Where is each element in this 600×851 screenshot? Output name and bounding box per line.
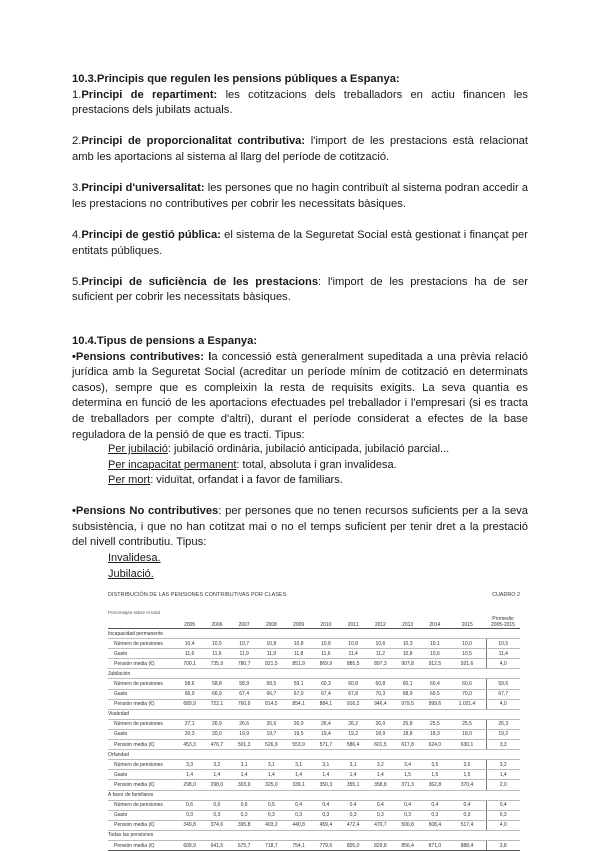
table-row bbox=[108, 820, 520, 830]
table-cell: 358,8 bbox=[367, 780, 394, 790]
table-cell: 1,4 bbox=[231, 770, 258, 780]
contributive-text: a concessió està generalment supeditada a una prèvia relació jurídica amb la Seguretat Social (acreditar un període mínim de cotització en determinats casos), sempre que es compleixin la resta de requisits exigits. La seva quantia es determina en funció de les aportacions efectuades pel treballador i l'empresari (si es tracta de treballadors per compte d'altri), durant el període considerat a efectes de la base reguladora de la pensió de que es tracti. Tipus: bbox=[72, 350, 528, 441]
year-header: 2012 bbox=[367, 614, 394, 629]
table-cell: 856,4 bbox=[394, 840, 421, 850]
table-cell: 0,3 bbox=[231, 810, 258, 820]
principle-title: Principi de proporcionalitat contributiva: bbox=[81, 135, 306, 148]
principle-number: 2. bbox=[72, 135, 82, 148]
table-cell: 10,8 bbox=[312, 639, 339, 649]
table-cell: 11,9 bbox=[231, 649, 258, 659]
average-cell: 4,0 bbox=[486, 699, 520, 709]
table-cell: 298,0 bbox=[203, 780, 230, 790]
table-cell: 11,4 bbox=[340, 649, 367, 659]
table-cell: 350,3 bbox=[312, 780, 339, 790]
table-cell: 754,1 bbox=[285, 840, 312, 850]
table-cell: 26,0 bbox=[285, 719, 312, 729]
average-cell: 2,0 bbox=[486, 780, 520, 790]
average-cell: 4,0 bbox=[486, 820, 520, 830]
table-row bbox=[108, 679, 520, 689]
contrib-type-retirement bbox=[108, 442, 449, 458]
table-cell: 718,7 bbox=[258, 840, 285, 850]
table-cell: 1,4 bbox=[176, 770, 203, 780]
table-cell: 735,9 bbox=[203, 659, 230, 669]
table-cell: 11,6 bbox=[203, 649, 230, 659]
type-text: : jubilació ordinària, jubilació anticipada, jubilació parcial... bbox=[167, 443, 450, 455]
table-group-row bbox=[108, 709, 520, 719]
principle-text: les persones que no hagin contribuït al sistema podran accedir a les prestacions no contributives per cobrir les necessitats bàsiques. bbox=[72, 182, 528, 210]
table-row bbox=[108, 659, 520, 669]
table-cell: 20,0 bbox=[203, 729, 230, 739]
table-cell: 303,9 bbox=[231, 780, 258, 790]
table-cell: 571,7 bbox=[312, 740, 339, 750]
table-cell: 979,5 bbox=[394, 699, 421, 709]
year-header: 2010 bbox=[312, 614, 339, 629]
table-cell: 624,0 bbox=[421, 740, 448, 750]
principle-5 bbox=[72, 275, 528, 306]
table-cell: 999,6 bbox=[421, 699, 448, 709]
table-cell: 11,2 bbox=[367, 649, 394, 659]
table-cell: 780,7 bbox=[231, 659, 258, 669]
average-cell: 59,6 bbox=[486, 679, 520, 689]
table-cell: 821,5 bbox=[258, 659, 285, 669]
table-cell: 27,1 bbox=[176, 719, 203, 729]
table-cell: 11,6 bbox=[312, 649, 339, 659]
table-cell: 3,2 bbox=[203, 760, 230, 770]
principle-number: 4. bbox=[72, 229, 82, 241]
section-heading-pension-types: 10.4.Tipus de pensions a Espanya: bbox=[72, 335, 258, 347]
table-cell: 19,4 bbox=[312, 729, 339, 739]
row-label: Pensión media (€) bbox=[108, 780, 176, 790]
table-row bbox=[108, 740, 520, 750]
table-cell: 67,0 bbox=[285, 689, 312, 699]
table-cell: 3,1 bbox=[312, 760, 339, 770]
group-label: Incapacidad permanente bbox=[108, 629, 520, 639]
table-header-row bbox=[108, 614, 520, 629]
type-label: Per jubilació bbox=[108, 443, 168, 455]
table-cell: 60,6 bbox=[449, 679, 487, 689]
principle-3 bbox=[72, 181, 528, 212]
table-cell: 0,6 bbox=[231, 800, 258, 810]
year-header: 2009 bbox=[285, 614, 312, 629]
table-cell: 0,3 bbox=[285, 810, 312, 820]
table-cell: 10,8 bbox=[394, 649, 421, 659]
table-cell: 325,0 bbox=[258, 780, 285, 790]
average-cell: 19,2 bbox=[486, 729, 520, 739]
principle-number: 3. bbox=[72, 182, 82, 195]
table-cell: 3,3 bbox=[176, 760, 203, 770]
group-label: Jubilación bbox=[108, 669, 520, 679]
table-cell: 26,4 bbox=[312, 719, 339, 729]
group-label: Todas las pensiones bbox=[108, 830, 520, 840]
section-heading-principles: 10.3.Principis que regulen les pensions públiques a Espanya: bbox=[72, 73, 400, 85]
table-cell: 476,7 bbox=[203, 740, 230, 750]
year-header: 2013 bbox=[394, 614, 421, 629]
table-cell: 3,2 bbox=[367, 760, 394, 770]
average-cell: 10,5 bbox=[486, 639, 520, 649]
table-cell: 355,1 bbox=[340, 780, 367, 790]
table-cell: 66,9 bbox=[176, 689, 203, 699]
row-label: Pensión media (€) bbox=[108, 820, 176, 830]
table-cell: 946,4 bbox=[367, 699, 394, 709]
table-cell: 10,6 bbox=[421, 649, 448, 659]
row-label: Gasto bbox=[108, 729, 176, 739]
table-cell: 3,5 bbox=[421, 760, 448, 770]
row-label: Número de pensiones bbox=[108, 679, 176, 689]
table-row bbox=[108, 780, 520, 790]
average-cell: 3,3 bbox=[486, 740, 520, 750]
noncontributive-text: : per persones que no tenen recursos suficients per a la seva subsistència, i que no han cotitzat mai o no el temps suficient per tenir dret a la prestació del nivell contributiu. Tipus: bbox=[72, 505, 528, 549]
table-cell: 20,3 bbox=[176, 729, 203, 739]
table-cell: 472,4 bbox=[340, 820, 367, 830]
table-cell: 60,8 bbox=[340, 679, 367, 689]
table-cell: 25,5 bbox=[449, 719, 487, 729]
table-group-row bbox=[108, 830, 520, 840]
table-cell: 916,2 bbox=[340, 699, 367, 709]
group-label: A favor de familiares bbox=[108, 790, 520, 800]
table-cell: 18,9 bbox=[367, 729, 394, 739]
table-cell: 18,0 bbox=[449, 729, 487, 739]
table-cell: 10,7 bbox=[231, 639, 258, 649]
table-cell: 0,3 bbox=[340, 810, 367, 820]
average-cell: 3,8 bbox=[486, 840, 520, 850]
table-cell: 440,8 bbox=[285, 820, 312, 830]
table-cell: 0,3 bbox=[394, 810, 421, 820]
table-cell: 453,3 bbox=[176, 740, 203, 750]
table-row bbox=[108, 649, 520, 659]
average-cell: 3,2 bbox=[486, 760, 520, 770]
table-cell: 26,0 bbox=[367, 719, 394, 729]
table-cell: 0,5 bbox=[258, 800, 285, 810]
table-cell: 19,9 bbox=[231, 729, 258, 739]
table-cell: 3,1 bbox=[285, 760, 312, 770]
table-cell: 26,9 bbox=[203, 719, 230, 729]
type-text: : viduïtat, orfandat i a favor de familiars. bbox=[150, 474, 343, 487]
table-cell: 3,1 bbox=[258, 760, 285, 770]
table-cell: 10,0 bbox=[449, 639, 487, 649]
table-cell: 3,4 bbox=[394, 760, 421, 770]
table-cell: 0,4 bbox=[340, 800, 367, 810]
table-cell: 0,4 bbox=[449, 800, 487, 810]
table-cell: 805,0 bbox=[340, 840, 367, 850]
table-cell: 851,9 bbox=[285, 659, 312, 669]
table-cell: 0,3 bbox=[203, 810, 230, 820]
table-cell: 403,2 bbox=[258, 820, 285, 830]
table-row bbox=[108, 800, 520, 810]
group-label: Orfandad bbox=[108, 750, 520, 760]
table-cell: 869,9 bbox=[312, 659, 339, 669]
table-row bbox=[108, 719, 520, 729]
table-row bbox=[108, 770, 520, 780]
table-cell: 1,4 bbox=[367, 770, 394, 780]
table-cell: 501,3 bbox=[231, 740, 258, 750]
table-cell: 25,5 bbox=[421, 719, 448, 729]
table-cell: 912,5 bbox=[421, 659, 448, 669]
average-cell: 26,3 bbox=[486, 719, 520, 729]
table-cell: 630,1 bbox=[449, 740, 487, 750]
table-cell: 1,4 bbox=[340, 770, 367, 780]
table-group-row bbox=[108, 629, 520, 639]
table-cell: 10,5 bbox=[449, 649, 487, 659]
principle-2 bbox=[72, 134, 528, 165]
table-cell: 884,1 bbox=[312, 699, 339, 709]
table-title: DISTRIBUCIÓN DE LAS PENSIONES CONTRIBUTIVAS POR CLASES bbox=[108, 592, 287, 598]
table-cell: 1,4 bbox=[203, 770, 230, 780]
table-cell: 700,1 bbox=[176, 659, 203, 669]
table-cell: 508,4 bbox=[421, 820, 448, 830]
noncontributive-paragraph bbox=[72, 504, 528, 551]
average-cell: 4,0 bbox=[486, 659, 520, 669]
table-group-row bbox=[108, 669, 520, 679]
noncontributive-title: •Pensions No contributives bbox=[72, 505, 219, 517]
table-cell: 470,7 bbox=[367, 820, 394, 830]
row-label: Gasto bbox=[108, 770, 176, 780]
noncontrib-type-retirement: Jubilació. bbox=[108, 567, 154, 580]
table-row bbox=[108, 639, 520, 649]
row-label: Pensión media (€) bbox=[108, 659, 176, 669]
table-cell: 58,5 bbox=[258, 679, 285, 689]
year-header: 2014 bbox=[421, 614, 448, 629]
table-cell: 1,4 bbox=[285, 770, 312, 780]
table-cell: 67,8 bbox=[340, 689, 367, 699]
table-cell: 395,8 bbox=[231, 820, 258, 830]
type-label: Per mort bbox=[108, 474, 151, 487]
table-cell: 10,1 bbox=[421, 639, 448, 649]
table-cell: 885,5 bbox=[340, 659, 367, 669]
table-cell: 1,4 bbox=[258, 770, 285, 780]
contributive-title: •Pensions contributives: l bbox=[72, 350, 212, 363]
table-row bbox=[108, 840, 520, 850]
table-cell: 19,2 bbox=[340, 729, 367, 739]
table-cell: 339,1 bbox=[285, 780, 312, 790]
table-cell: 10,8 bbox=[258, 639, 285, 649]
table-cell: 3,1 bbox=[231, 760, 258, 770]
table-cell: 349,8 bbox=[176, 820, 203, 830]
table-cell: 609,9 bbox=[176, 840, 203, 850]
header-blank bbox=[108, 614, 176, 629]
table-cell: 1,4 bbox=[312, 770, 339, 780]
table-cell: 459,4 bbox=[312, 820, 339, 830]
table-row bbox=[108, 699, 520, 709]
table-cell: 871,0 bbox=[421, 840, 448, 850]
table-group-row bbox=[108, 750, 520, 760]
table-cell: 617,8 bbox=[394, 740, 421, 750]
row-label: Número de pensiones bbox=[108, 760, 176, 770]
table-cell: 60,1 bbox=[394, 679, 421, 689]
table-cell: 0,6 bbox=[176, 800, 203, 810]
table-cell: 500,8 bbox=[394, 820, 421, 830]
table-group-row bbox=[108, 790, 520, 800]
table-code: CUADRO 2 bbox=[492, 592, 520, 598]
table-cell: 10,6 bbox=[367, 639, 394, 649]
table-cell: 829,8 bbox=[367, 840, 394, 850]
table-row bbox=[108, 810, 520, 820]
contributive-paragraph bbox=[72, 350, 528, 444]
table-cell: 371,3 bbox=[394, 780, 421, 790]
table-cell: 1,5 bbox=[449, 770, 487, 780]
table-cell: 10,8 bbox=[285, 639, 312, 649]
table-cell: 854,1 bbox=[285, 699, 312, 709]
contrib-type-disability bbox=[108, 458, 397, 474]
table-cell: 760,9 bbox=[231, 699, 258, 709]
table-cell: 1.021,4 bbox=[449, 699, 487, 709]
year-header: 2005 bbox=[176, 614, 203, 629]
table-cell: 689,9 bbox=[176, 699, 203, 709]
table-cell: 0,3 bbox=[176, 810, 203, 820]
table-cell: 888,4 bbox=[449, 840, 487, 850]
table-cell: 779,6 bbox=[312, 840, 339, 850]
table-cell: 26,2 bbox=[340, 719, 367, 729]
table-cell: 374,6 bbox=[203, 820, 230, 830]
table-cell: 68,9 bbox=[394, 689, 421, 699]
table-cell: 60,3 bbox=[312, 679, 339, 689]
contrib-type-death bbox=[108, 473, 343, 489]
table-cell: 10,4 bbox=[176, 639, 203, 649]
table-cell: 10,3 bbox=[394, 639, 421, 649]
table-cell: 526,9 bbox=[258, 740, 285, 750]
table-cell: 58,6 bbox=[176, 679, 203, 689]
table-cell: 70,3 bbox=[367, 689, 394, 699]
table-cell: 0,3 bbox=[367, 810, 394, 820]
average-cell: 0,4 bbox=[486, 800, 520, 810]
table-cell: 517,4 bbox=[449, 820, 487, 830]
table-cell: 18,3 bbox=[421, 729, 448, 739]
table-cell: 69,5 bbox=[421, 689, 448, 699]
table-cell: 0,3 bbox=[312, 810, 339, 820]
row-label: Gasto bbox=[108, 649, 176, 659]
table-cell: 19,5 bbox=[285, 729, 312, 739]
table-cell: 921,6 bbox=[449, 659, 487, 669]
table-cell: 0,3 bbox=[449, 810, 487, 820]
table-cell: 3,1 bbox=[340, 760, 367, 770]
table-cell: 66,9 bbox=[203, 689, 230, 699]
principle-number: 5. bbox=[72, 275, 82, 288]
average-cell: 1,4 bbox=[486, 770, 520, 780]
table-cell: 897,3 bbox=[367, 659, 394, 669]
year-header: 2008 bbox=[258, 614, 285, 629]
row-label: Pensión media (€) bbox=[108, 840, 176, 850]
table-cell: 601,5 bbox=[367, 740, 394, 750]
table-cell: 10,5 bbox=[203, 639, 230, 649]
table-cell: 641,5 bbox=[203, 840, 230, 850]
table-cell: 675,7 bbox=[231, 840, 258, 850]
row-label: Pensión media (€) bbox=[108, 740, 176, 750]
table-cell: 0,4 bbox=[421, 800, 448, 810]
table-cell: 0,6 bbox=[203, 800, 230, 810]
table-cell: 26,6 bbox=[258, 719, 285, 729]
year-header: 2015 bbox=[449, 614, 487, 629]
table-cell: 67,4 bbox=[312, 689, 339, 699]
average-header: Promedio 2005-2015 bbox=[486, 614, 520, 629]
table-cell: 66,7 bbox=[258, 689, 285, 699]
table-cell: 19,7 bbox=[258, 729, 285, 739]
principle-title: Principi de gestió pública: bbox=[81, 229, 221, 241]
table-cell: 0,4 bbox=[367, 800, 394, 810]
row-label: Número de pensiones bbox=[108, 800, 176, 810]
table-row bbox=[108, 760, 520, 770]
table-cell: 0,4 bbox=[312, 800, 339, 810]
table-cell: 25,8 bbox=[394, 719, 421, 729]
row-label: Número de pensiones bbox=[108, 639, 176, 649]
year-header: 2007 bbox=[231, 614, 258, 629]
table-cell: 3,6 bbox=[449, 760, 487, 770]
table-cell: 59,1 bbox=[285, 679, 312, 689]
average-cell: 67,7 bbox=[486, 689, 520, 699]
table-unit: Porcentajes sobre el total bbox=[108, 610, 160, 615]
principle-title: Principi de suficiència de les prestacions bbox=[81, 275, 319, 288]
principle-text: l'import de les prestacions està relacionat amb les aportacions al sistema al llarg del període de cotització. bbox=[72, 135, 529, 163]
principle-text: el sistema de la Seguretat Social està gestionat i finançat per entitats públiques. bbox=[72, 229, 529, 257]
principle-text: : l'import de les prestacions ha de ser suficient per cobrir les necessitats bàsiques. bbox=[72, 275, 528, 304]
table-cell: 67,4 bbox=[231, 689, 258, 699]
table-cell: 26,6 bbox=[231, 719, 258, 729]
table-cell: 1,5 bbox=[421, 770, 448, 780]
table-cell: 18,8 bbox=[394, 729, 421, 739]
table-cell: 11,9 bbox=[258, 649, 285, 659]
table-cell: 722,1 bbox=[203, 699, 230, 709]
table-cell: 370,4 bbox=[449, 780, 487, 790]
table-cell: 0,4 bbox=[285, 800, 312, 810]
table-cell: 11,6 bbox=[176, 649, 203, 659]
principle-4 bbox=[72, 228, 528, 259]
table-cell: 60,4 bbox=[421, 679, 448, 689]
principle-1 bbox=[72, 88, 528, 119]
principle-text: les cotitzacions dels treballadors en actiu financen les prestacions dels jubilats actuals. bbox=[72, 88, 528, 117]
table-row bbox=[108, 689, 520, 699]
table-grid bbox=[108, 614, 520, 851]
table-cell: 70,0 bbox=[449, 689, 487, 699]
principle-number: 1. bbox=[72, 88, 82, 101]
row-label: Número de pensiones bbox=[108, 719, 176, 729]
table-cell: 553,9 bbox=[285, 740, 312, 750]
type-label: Per incapacitat permanent bbox=[108, 458, 237, 471]
table-cell: 1,5 bbox=[394, 770, 421, 780]
year-header: 2011 bbox=[340, 614, 367, 629]
row-label: Gasto bbox=[108, 810, 176, 820]
year-header: 2006 bbox=[203, 614, 230, 629]
noncontrib-type-invalidity: Invalidesa. bbox=[108, 552, 161, 564]
table-cell: 362,8 bbox=[421, 780, 448, 790]
group-label: Viudedad bbox=[108, 709, 520, 719]
table-cell: 60,8 bbox=[367, 679, 394, 689]
table-cell: 814,5 bbox=[258, 699, 285, 709]
average-cell: 0,3 bbox=[486, 810, 520, 820]
table-cell: 11,8 bbox=[285, 649, 312, 659]
table-cell: 298,0 bbox=[176, 780, 203, 790]
table-cell: 58,9 bbox=[231, 679, 258, 689]
table-cell: 0,4 bbox=[394, 800, 421, 810]
table-cell: 0,3 bbox=[258, 810, 285, 820]
table-cell: 58,8 bbox=[203, 679, 230, 689]
average-cell: 11,4 bbox=[486, 649, 520, 659]
table-cell: 907,8 bbox=[394, 659, 421, 669]
table-cell: 0,3 bbox=[421, 810, 448, 820]
principle-title: Principi d'universalitat: bbox=[81, 182, 205, 195]
table-row bbox=[108, 729, 520, 739]
row-label: Gasto bbox=[108, 689, 176, 699]
principle-title: Principi de repartiment: bbox=[81, 88, 218, 101]
row-label: Pensión media (€) bbox=[108, 699, 176, 709]
table-cell: 586,4 bbox=[340, 740, 367, 750]
type-text: : total, absoluta i gran invalidesa. bbox=[236, 458, 397, 471]
table-cell: 10,8 bbox=[340, 639, 367, 649]
